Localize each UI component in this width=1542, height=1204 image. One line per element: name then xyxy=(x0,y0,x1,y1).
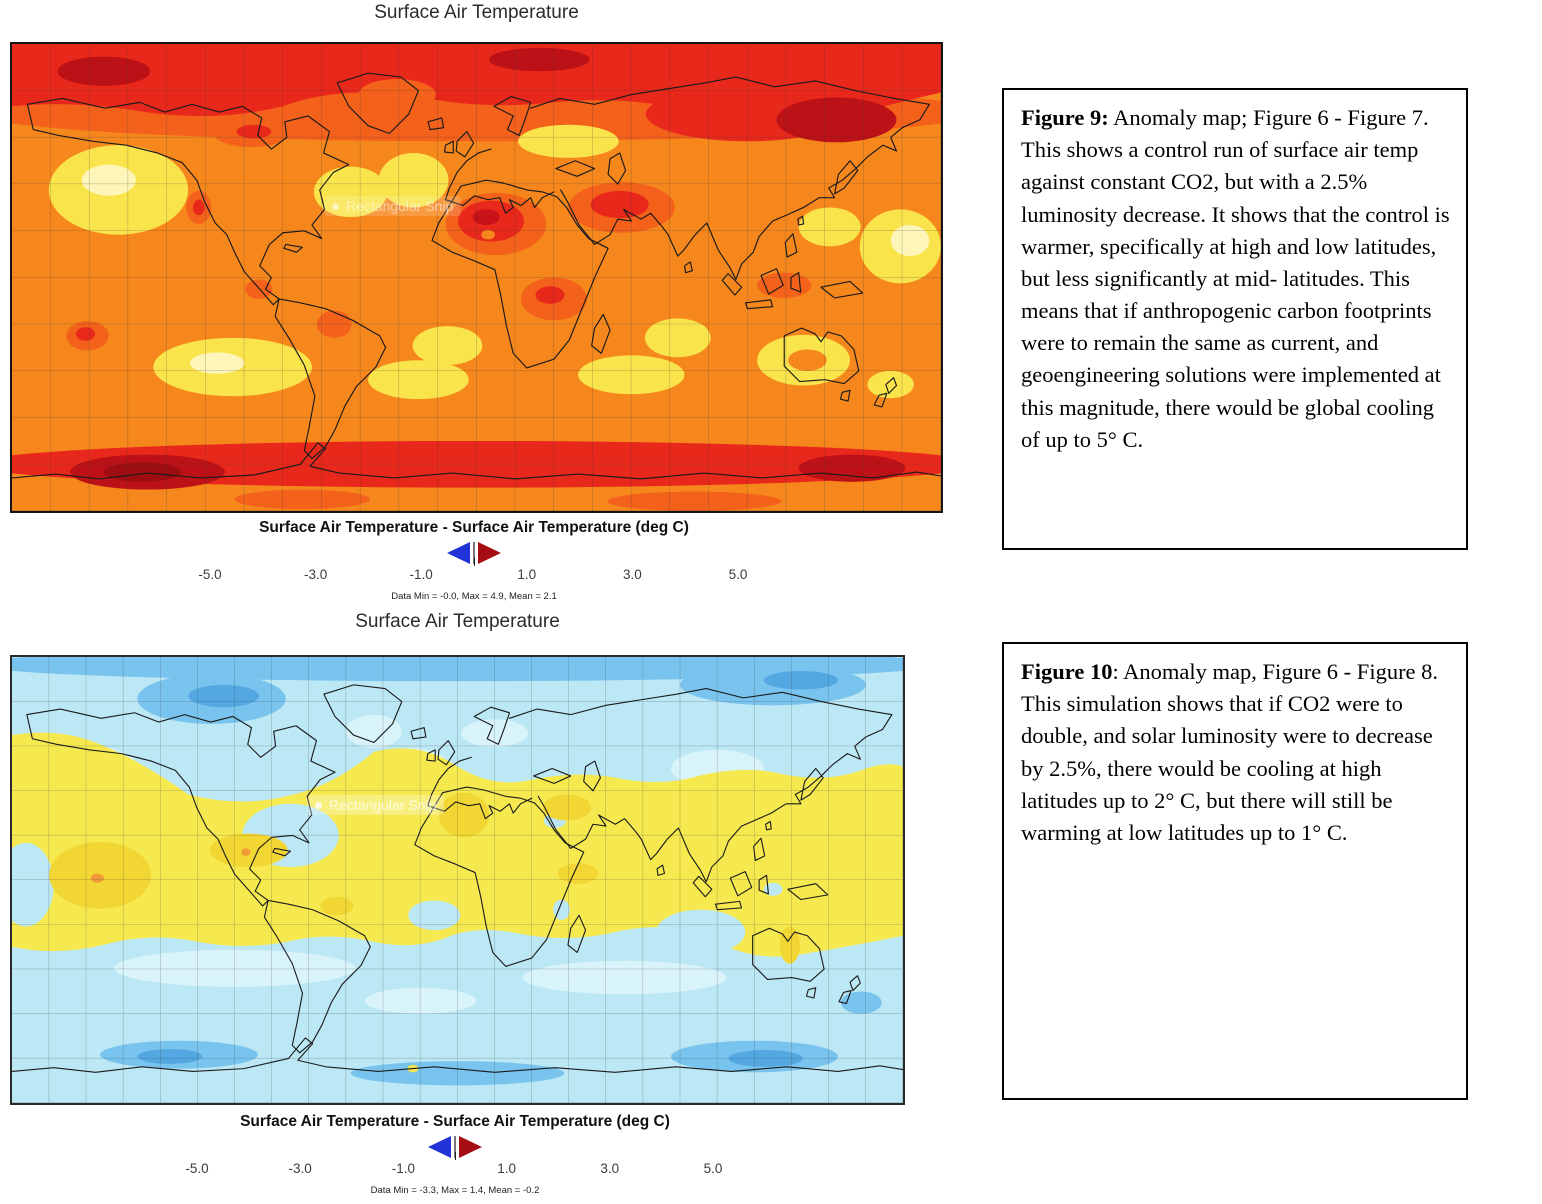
tick-label: -5.0 xyxy=(185,1161,209,1176)
caption-figure-10-label: Figure 10 xyxy=(1021,659,1113,684)
colorbar-right-arrow-icon xyxy=(478,542,501,564)
tick-label: 5.0 xyxy=(728,567,748,582)
tick-label: -1.0 xyxy=(409,567,433,582)
colorbar-top-ticks xyxy=(198,567,748,584)
colorbar-bottom-title: Surface Air Temperature - Surface Air Temperature (deg C) xyxy=(240,1113,670,1130)
tick-label: -3.0 xyxy=(303,567,328,582)
tick-label: 3.0 xyxy=(600,1161,620,1176)
map-title-top: Surface Air Temperature xyxy=(374,2,579,23)
colorbar-bottom-stats: Data Min = -3.3, Max = 1.4, Mean = -0.2 xyxy=(370,1185,540,1196)
tick-label: -1.0 xyxy=(391,1161,416,1176)
colorbar-left-arrow-icon xyxy=(447,542,470,564)
colorbar-top-strip xyxy=(473,542,475,564)
tick-label: 1.0 xyxy=(517,567,537,582)
tick-label: 3.0 xyxy=(623,567,642,582)
watermark-text: Rectangular Snip xyxy=(346,198,454,214)
colorbar-top-stats: Data Min = -0.0, Max = 4.9, Mean = 2.1 xyxy=(391,591,557,602)
caption-figure-9-label: Figure 9: xyxy=(1021,105,1109,130)
tick-label: -3.0 xyxy=(288,1161,312,1176)
colorbar-left-arrow-icon xyxy=(428,1136,451,1158)
anomaly-map-cool xyxy=(10,655,905,1105)
anomaly-map-cool-svg xyxy=(12,657,903,1103)
caption-figure-10-text: : Anomaly map, Figure 6 - Figure 8. This simulation shows that if CO2 were to double, and solar luminosity were to decrease by 2.5%, there would be cooling at high latitudes up to 2° C, but there will still be warming at low latitudes up to 1° C. xyxy=(1021,659,1439,845)
colorbar-bottom-ticks xyxy=(185,1161,723,1178)
caption-figure-9-text: Anomaly map; Figure 6 - Figure 7. This shows a control run of surface air temp against constant CO2, but with a 2.5% luminosity decrease. It shows that the control is warmer, specifically at high and low latitudes, but less significantly at mid- latitudes. This means that if anthropogenic carbon footprints were to remain the same as current, and geoengineering solutions were implemented at this magnitude, there would be global cooling of up to 5° C. xyxy=(1021,105,1450,452)
anomaly-map-warm-svg xyxy=(12,44,941,511)
colorbar-top xyxy=(183,519,765,602)
tick-label: 1.0 xyxy=(497,1161,516,1176)
colorbar-bottom-strip xyxy=(454,1136,456,1158)
tick-label: 5.0 xyxy=(703,1161,723,1176)
caption-box-figure-9 xyxy=(1002,88,1468,550)
watermark-text: Rectangular Snip xyxy=(329,797,437,813)
colorbar-bottom xyxy=(170,1113,740,1196)
caption-box-figure-10 xyxy=(1002,642,1468,1100)
map-title-bottom: Surface Air Temperature xyxy=(355,611,560,632)
tick-label: -5.0 xyxy=(198,567,222,582)
anomaly-map-warm xyxy=(10,42,943,513)
colorbar-right-arrow-icon xyxy=(459,1136,482,1158)
colorbar-top-title: Surface Air Temperature - Surface Air Temperature (deg C) xyxy=(259,519,689,536)
